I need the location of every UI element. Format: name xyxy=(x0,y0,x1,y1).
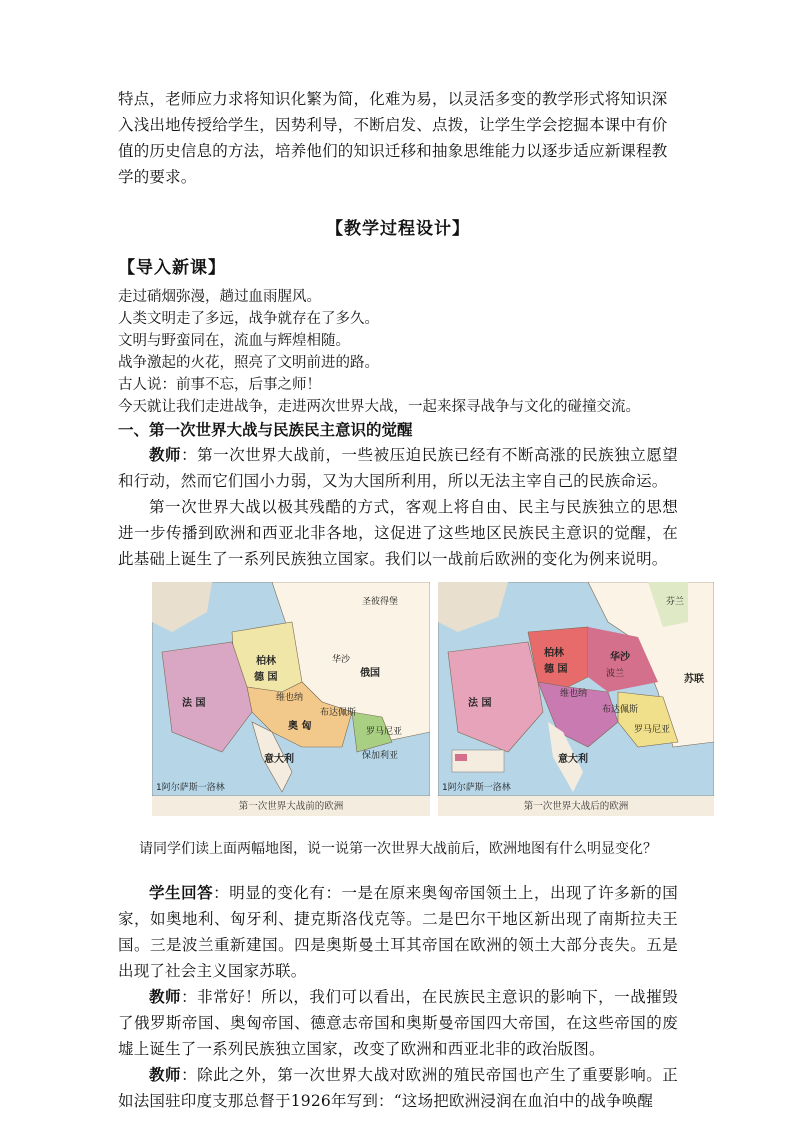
label-germany: 德 国 xyxy=(544,664,568,675)
label-finland: 芬兰 xyxy=(666,597,685,607)
label-vienna: 维也纳 xyxy=(560,689,588,699)
question: 请同学们读上面两幅地图，说一说第一次世界大战前后，欧洲地图有什么明显变化？ xyxy=(139,841,657,857)
teacher-label: 教师 xyxy=(149,1065,182,1084)
student-label: 学生回答 xyxy=(149,883,214,902)
scale-note: 1阿尔萨斯一洛林 xyxy=(442,783,511,793)
poem xyxy=(118,286,678,396)
label-berlin: 柏林 xyxy=(256,656,276,667)
poem-line: 古人说：前事不忘，后事之师！ xyxy=(118,377,321,393)
lead-in: 今天就让我们走进战争，走进两次世界大战，一起来探寻战争与文化的碰撞交流。 xyxy=(118,399,640,415)
label-berlin: 柏林 xyxy=(544,648,564,659)
label-soviet: 苏联 xyxy=(684,674,704,685)
label-romania: 罗马尼亚 xyxy=(634,725,671,735)
poem-line: 文明与野蛮同在，流血与辉煌相随。 xyxy=(118,333,350,349)
scale-note: 1阿尔萨斯一洛林 xyxy=(156,783,225,793)
intro-line: 值的历史信息的方法，培养他们的知识迁移和抽象思维能力以逐步适应新课程教 xyxy=(118,142,668,160)
teacher-label: 教师 xyxy=(149,987,182,1006)
teacher-paragraph-1 xyxy=(118,442,678,494)
label-warsaw: 华沙 xyxy=(610,652,630,663)
poem-line: 走过硝烟弥漫，趟过血雨腥风。 xyxy=(118,289,321,305)
intro-paragraph xyxy=(118,86,678,190)
teacher-answer: ：非常好！所以，我们可以看出，在民族民主意识的影响下，一战摧毁了俄罗斯帝国、奥匈帝国、德意志帝国和奥斯曼帝国四大帝国，在这些帝国的废墟上诞生了一系列民族独立国家，改变了欧洲和西亚北非的政治版图。 xyxy=(118,988,679,1058)
label-italy: 意大利 xyxy=(264,754,294,765)
map-before-caption: 第一次世界大战前的欧洲 xyxy=(238,801,344,812)
teacher-text: ：第一次世界大战前，一些被压迫民族已经有不断高涨的民族独立愿望和行动，然而它们国小力弱，又为大国所利用，所以无法主宰自己的民族命运。 xyxy=(118,446,679,490)
label-austria-hungary: 奥 匈 xyxy=(288,721,312,732)
label-france: 法 国 xyxy=(468,698,492,709)
map-after xyxy=(438,582,714,816)
map-before xyxy=(152,582,430,816)
subsection-title: 【导入新课】 xyxy=(118,258,226,278)
label-petersburg: 圣彼得堡 xyxy=(362,597,399,607)
teacher-paragraph-3 xyxy=(118,1062,678,1114)
heading-one: 一、第一次世界大战与民族民主意识的觉醒 xyxy=(118,420,413,439)
label-vienna: 维也纳 xyxy=(276,693,304,703)
paragraph-2: 第一次世界大战以极其残酷的方式，客观上将自由、民主与民族独立的思想进一步传播到欧洲和西亚北非各地，这促进了这些地区民族民主意识的觉醒，在此基础上诞生了一系列民族独立国家。我们以一战前后欧洲的变化为例来说明。 xyxy=(118,498,678,568)
section-title: 【教学过程设计】 xyxy=(326,219,470,239)
student-answer-paragraph xyxy=(118,880,678,984)
label-poland: 波兰 xyxy=(606,669,625,679)
intro-line: 特点，老师应力求将知识化繁为简，化难为易，以灵活多变的教学形式将知识深 xyxy=(118,90,668,108)
label-france: 法 国 xyxy=(182,698,206,709)
label-budapest: 布达佩斯 xyxy=(320,708,357,718)
intro-line: 学的要求。 xyxy=(118,168,197,186)
poem-line: 人类文明走了多远，战争就存在了多久。 xyxy=(118,311,379,327)
label-russia: 俄国 xyxy=(360,668,380,679)
label-bulgaria: 保加利亚 xyxy=(362,751,399,761)
teacher-paragraph-2 xyxy=(118,984,678,1062)
label-romania: 罗马尼亚 xyxy=(366,727,403,737)
map-after-caption: 第一次世界大战后的欧洲 xyxy=(523,801,629,812)
teacher-answer-2: ：除此之外，第一次世界大战对欧洲的殖民帝国也产生了重要影响。正如法国驻印度支那总督于1926年写到：“这场把欧洲浸润在血泊中的战争唤醒 xyxy=(118,1066,679,1110)
teacher-label: 教师 xyxy=(149,445,182,464)
intro-line: 入浅出地传授给学生，因势利导，不断启发、点拨，让学生学会挖掘本课中有价 xyxy=(118,116,668,134)
label-italy: 意大利 xyxy=(558,754,588,765)
legend-swatch xyxy=(455,754,467,761)
map-after-graphic xyxy=(438,582,714,796)
document-page xyxy=(118,86,704,1114)
student-answer: ：明显的变化有：一是在原来奥匈帝国领土上，出现了许多新的国家，如奥地利、匈牙利、捷克斯洛伐克等。二是巴尔干地区新出现了南斯拉夫王国。三是波兰重新建国。四是奥斯曼土耳其帝国在欧洲的领土大部分丧失。五是出现了社会主义国家苏联。 xyxy=(118,884,678,980)
label-warsaw: 华沙 xyxy=(332,655,351,665)
poem-line: 战争激起的火花，照亮了文明前进的路。 xyxy=(118,355,379,371)
label-germany: 德 国 xyxy=(254,672,278,683)
map-figure xyxy=(152,582,714,816)
label-budapest: 布达佩斯 xyxy=(602,705,639,715)
map-before-graphic xyxy=(152,582,430,796)
